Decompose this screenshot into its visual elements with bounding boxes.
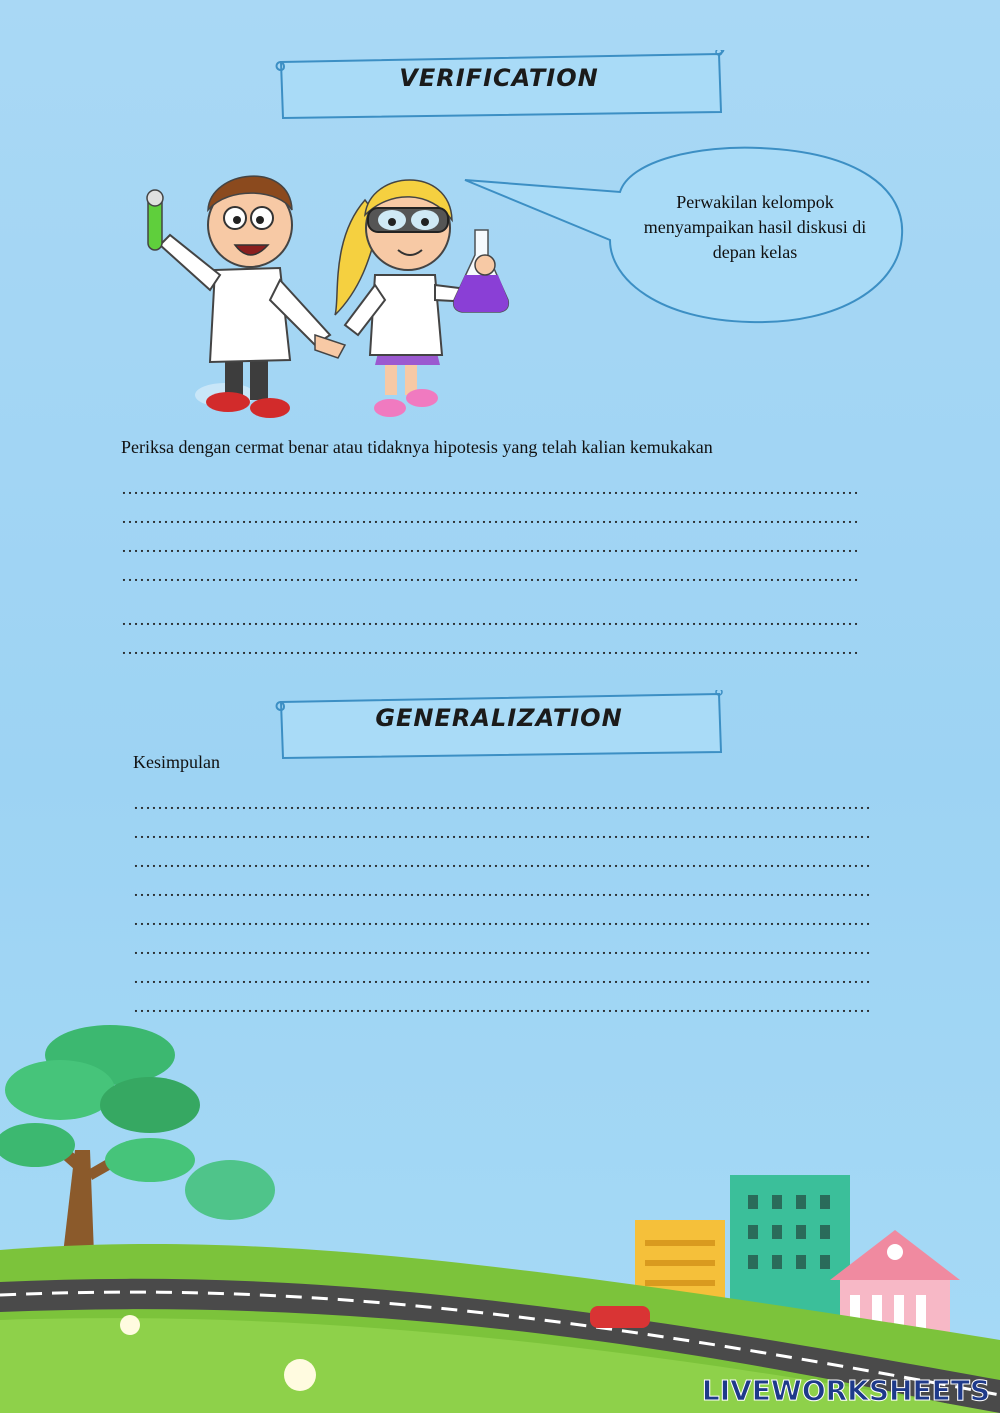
answer-line[interactable]: …………………………………………………………………………………………………………… [133,996,871,1016]
answer-line[interactable]: …………………………………………………………………………………………………………… [133,909,871,929]
answer-line[interactable]: …………………………………………………………………………………………………………… [121,507,859,527]
answer-line[interactable]: …………………………………………………………………………………………………………… [121,565,859,585]
answer-line[interactable]: …………………………………………………………………………………………………………… [133,967,871,987]
answer-line[interactable]: …………………………………………………………………………………………………………… [121,536,859,556]
conclusion-label: Kesimpulan [133,752,220,772]
answer-line[interactable]: …………………………………………………………………………………………………………… [133,793,871,813]
answer-line[interactable]: …………………………………………………………………………………………………………… [133,938,871,958]
liveworksheets-watermark: LIVEWORKSHEETS [701,1374,990,1407]
landscape-illustration [0,1020,1000,1413]
generalization-banner [275,690,723,756]
answer-line[interactable]: …………………………………………………………………………………………………………… [121,478,859,498]
speech-bubble-text: Perwakilan kelompok menyampaikan hasil diskusi di depan kelas [643,192,867,262]
boy-scientist-figure [147,176,345,418]
verification-title: VERIFICATION [399,64,599,92]
answer-line[interactable]: …………………………………………………………………………………………………………… [121,609,859,629]
generalization-title: GENERALIZATION [375,704,623,732]
tree-figure [0,1025,275,1280]
verification-instruction: Periksa dengan cermat benar atau tidaknya hipotesis yang telah kalian kemukakan [121,437,713,457]
answer-line[interactable]: …………………………………………………………………………………………………………… [133,851,871,871]
answer-line[interactable]: …………………………………………………………………………………………………………… [121,638,859,658]
verification-banner [275,50,723,116]
answer-line[interactable]: …………………………………………………………………………………………………………… [133,880,871,900]
answer-line[interactable]: …………………………………………………………………………………………………………… [133,822,871,842]
